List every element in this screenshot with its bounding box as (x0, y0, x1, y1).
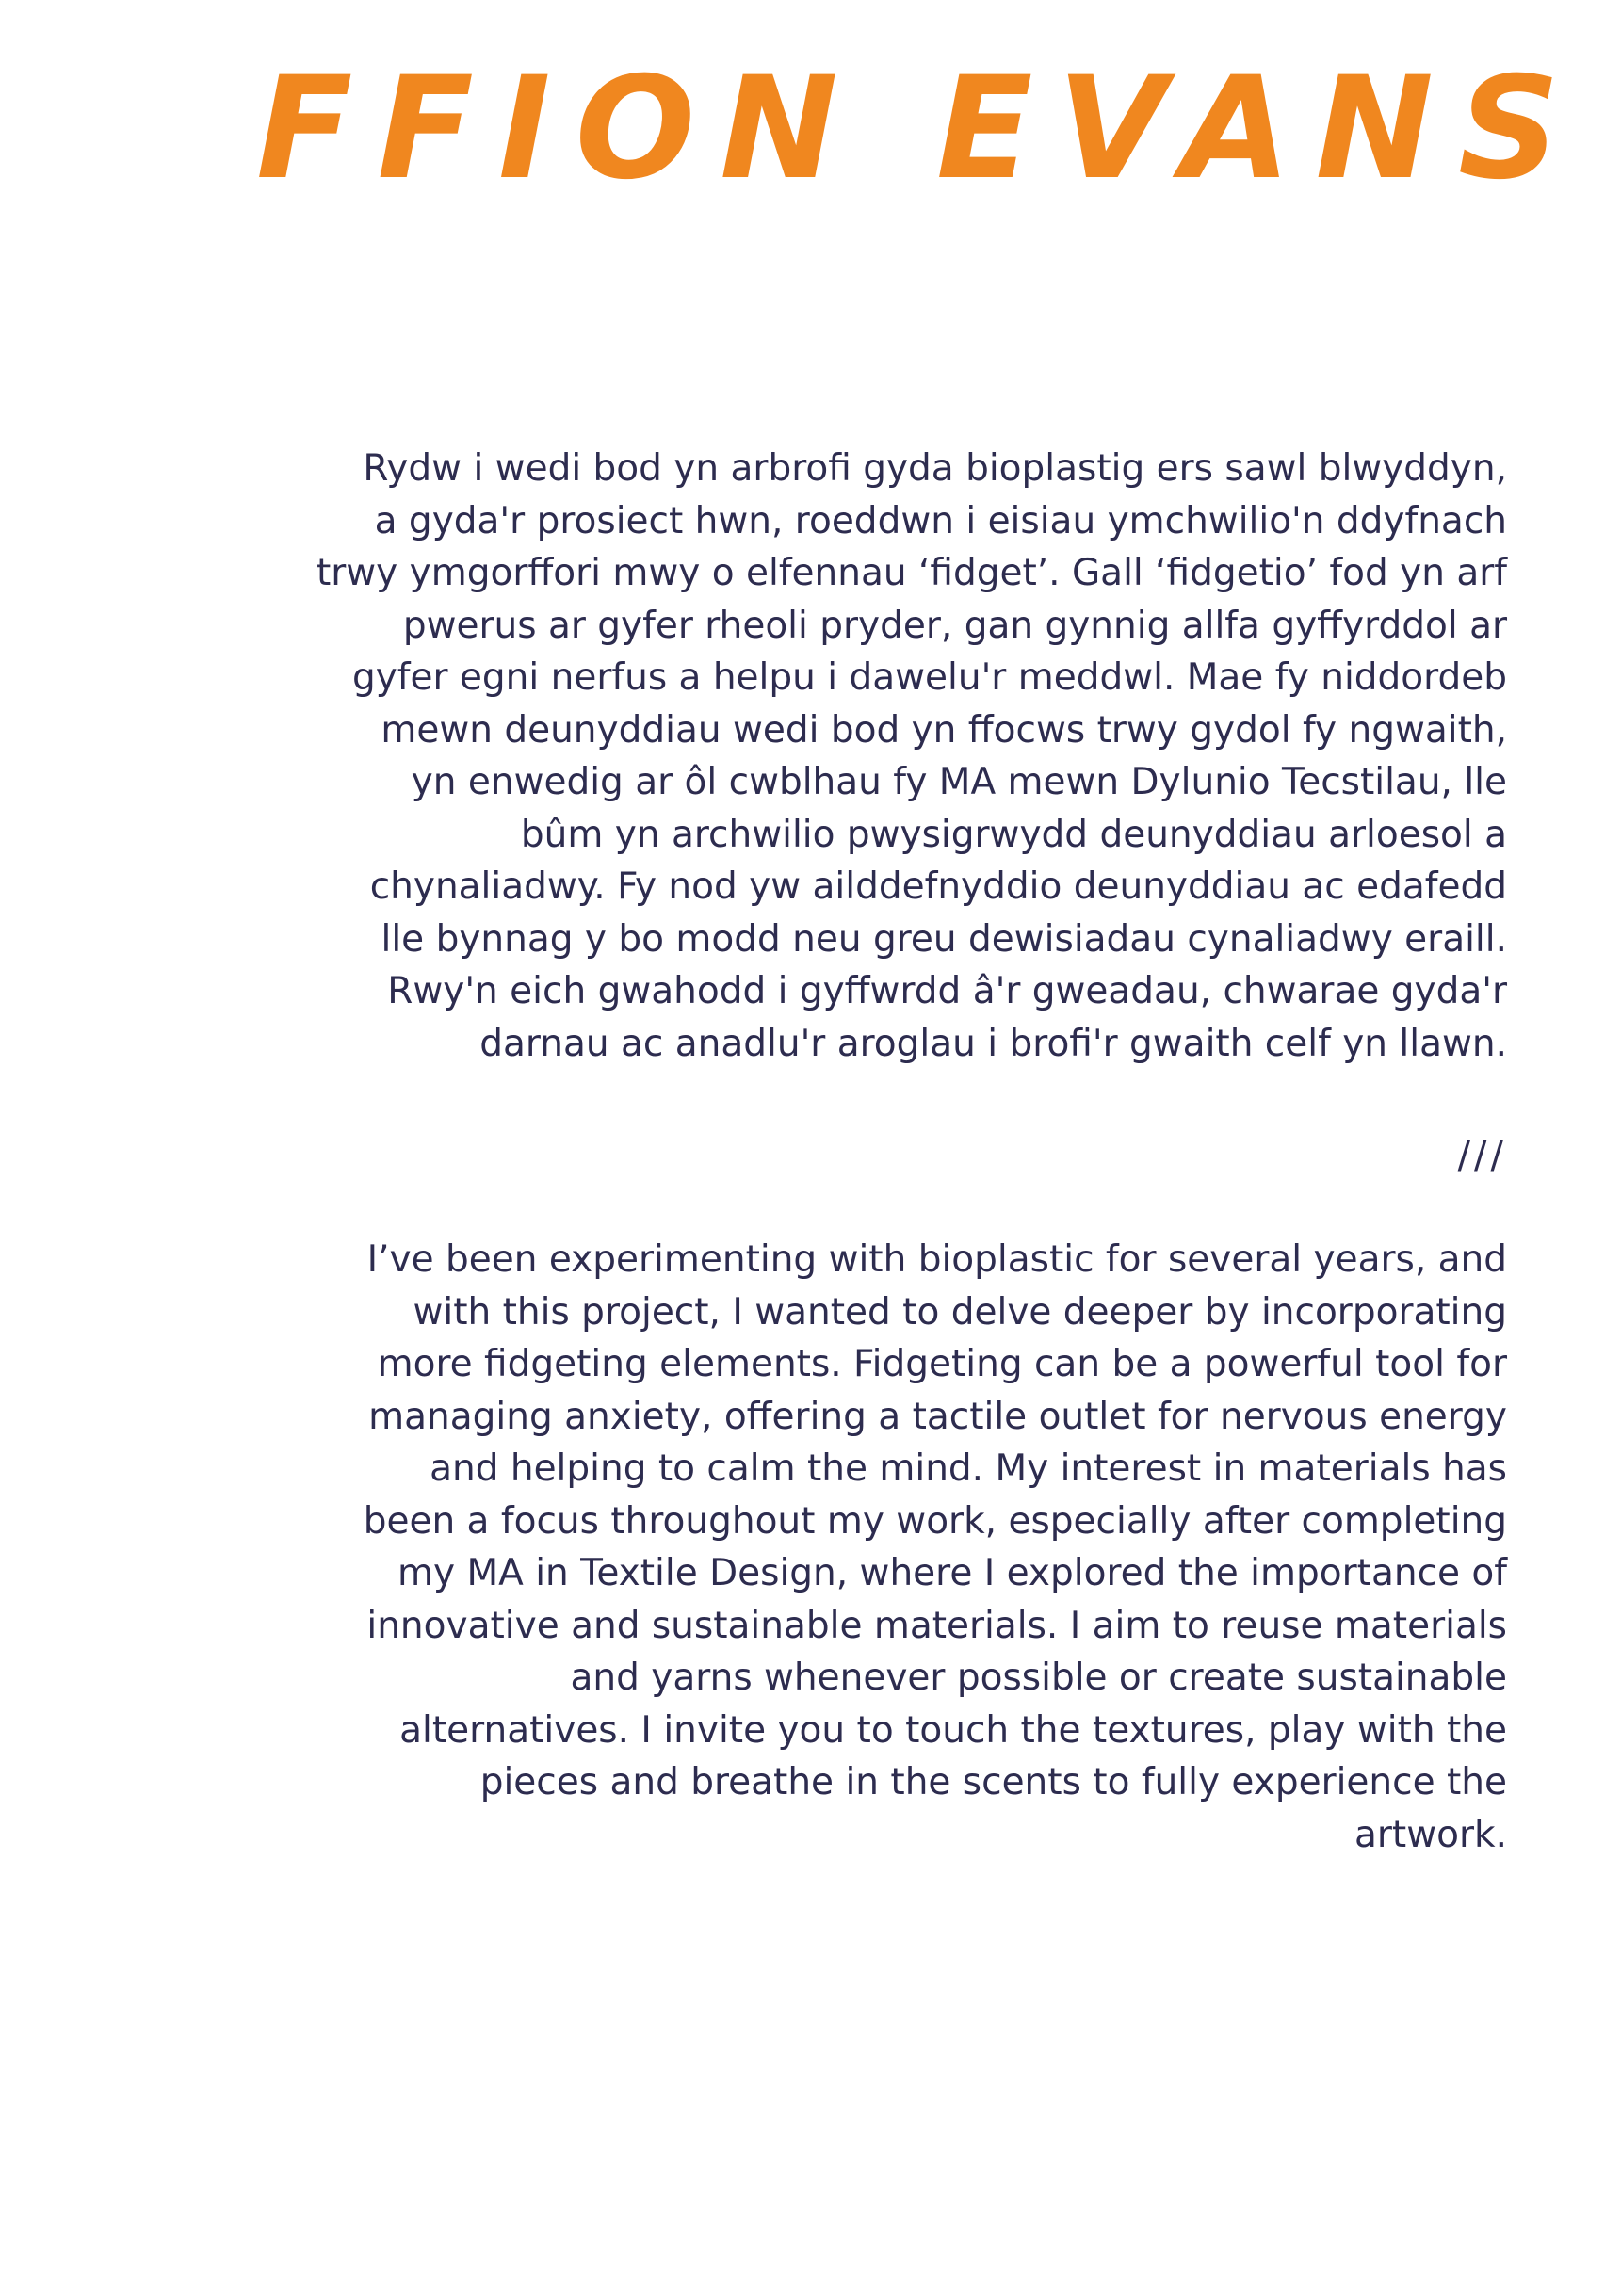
welsh-line: gyfer egni nerfus a helpu i dawelu'r meddwl. Mae fy niddordeb (351, 656, 1507, 699)
english-statement (38, 1234, 1507, 1861)
language-separator: /// (1457, 1134, 1507, 1177)
english-line: I’ve been experimenting with bioplastic for several years, and (366, 1238, 1507, 1281)
welsh-line: chynaliadwy. Fy nod yw ailddefnyddio deunyddiau ac edafedd (369, 865, 1507, 908)
welsh-line: Rwy'n eich gwahodd i gyffwrdd â'r gweadau, chwarae gyda'r (387, 970, 1507, 1012)
welsh-line: yn enwedig ar ôl cwblhau fy MA mewn Dylunio Tecstilau, lle (411, 761, 1507, 803)
welsh-line: trwy ymgorffori mwy o elfennau ‘fidget’. Gall ‘fidgetio’ fod yn arf (316, 552, 1507, 594)
english-line: pieces and breathe in the scents to fully experience the (479, 1761, 1507, 1803)
welsh-line: mewn deunyddiau wedi bod yn ffocws trwy gydol fy ngwaith, (381, 708, 1507, 752)
welsh-line: a gyda'r prosiect hwn, roeddwn i eisiau ymchwilio'n ddyfnach (374, 499, 1507, 542)
english-line: my MA in Textile Design, where I explored the importance of (397, 1552, 1507, 1594)
english-line: innovative and sustainable materials. I aim to reuse materials (366, 1604, 1507, 1647)
welsh-line: darnau ac anadlu'r aroglau i brofi'r gwaith celf yn llawn. (479, 1022, 1507, 1065)
english-line: more fidgeting elements. Fidgeting can be a powerful tool for (377, 1343, 1507, 1385)
welsh-line: bûm yn archwilio pwysigrwydd deunyddiau arloesol a (520, 813, 1507, 856)
english-line: been a focus throughout my work, especially after completing (363, 1499, 1507, 1543)
english-line: with this project, I wanted to delve deeper by incorporating (413, 1290, 1507, 1334)
english-line: and yarns whenever possible or create sustainable (570, 1657, 1507, 1699)
artist-name-title: FFION EVANS (255, 47, 1584, 211)
welsh-statement (38, 443, 1507, 1070)
welsh-line: Rydw i wedi bod yn arbrofi gyda bioplastig ers sawl blwyddyn, (363, 447, 1507, 490)
english-line: and helping to calm the mind. My interest in materials has (430, 1447, 1507, 1490)
english-line: managing anxiety, offering a tactile outlet for nervous energy (368, 1395, 1507, 1438)
english-line: artwork. (1354, 1813, 1507, 1856)
welsh-line: lle bynnag y bo modd neu greu dewisiadau cynaliadwy eraill. (381, 917, 1507, 961)
english-line: alternatives. I invite you to touch the textures, play with the (399, 1708, 1507, 1752)
welsh-line: pwerus ar gyfer rheoli pryder, gan gynnig allfa gyffyrddol ar (402, 604, 1507, 647)
